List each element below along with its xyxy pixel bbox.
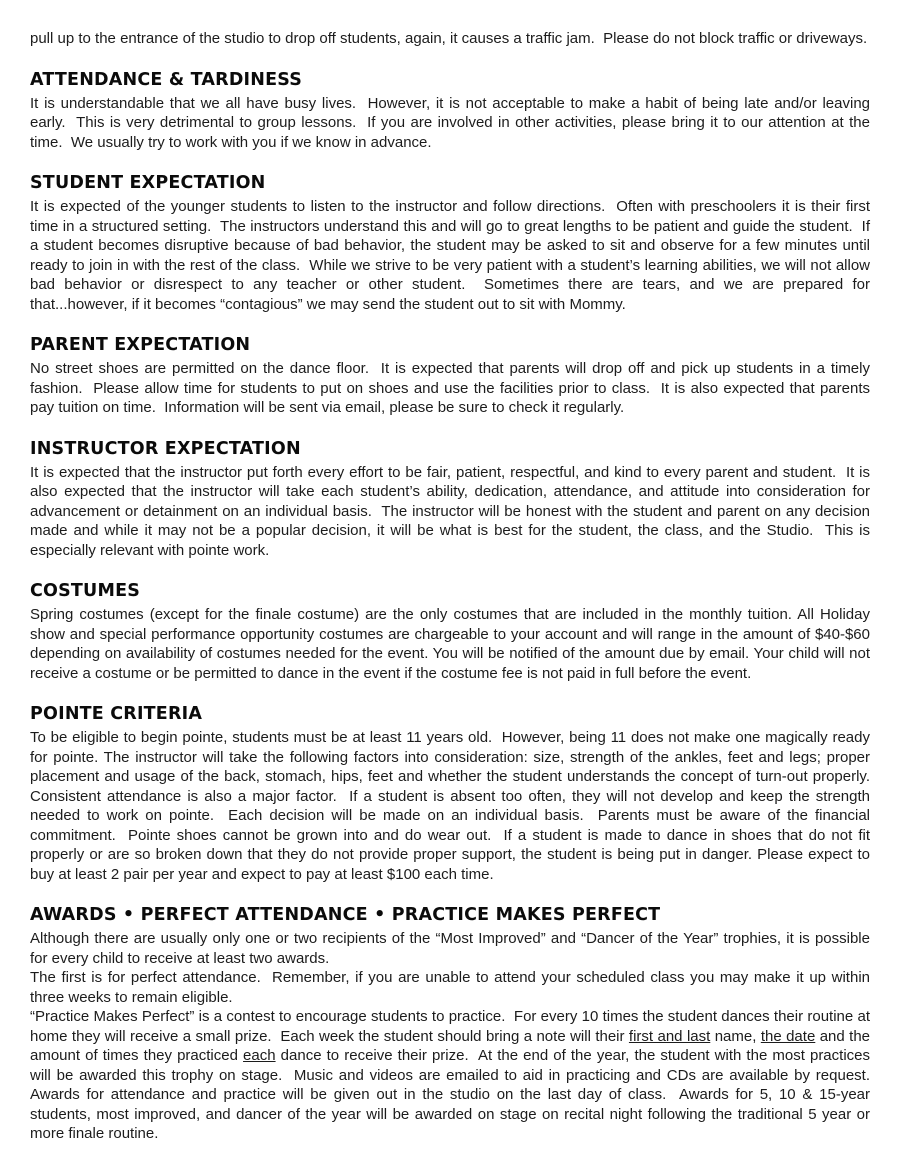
section-parent-expectation — [30, 335, 875, 418]
paragraph: “Practice Makes Perfect” is a contest to encourage students to practice. For every 10 times the student dances their routine at home they will receive a small prize. Each week the student should bring a note will their first and last name, the date and the amount of times they practiced each dance to receive their prize. At the end of the year, the student with the most practices will be awarded this trophy on stage. Music and videos are emailed to aid in practicing and CDs are available by request. Awards for attendance and practice will be given out in the studio on the last day of class. Awards for 5, 10 & 15-year students, most improved, and dancer of the year will be awarded on stage on recital night following the traditional 5 year or more finale routine. — [30, 1008, 883, 1142]
section-pointe-criteria — [30, 704, 879, 884]
paragraph: It is understandable that we all have busy lives. However, it is not acceptable to make a habit of being late and/or leaving early. This is very detrimental to group lessons. If you are involved in other activities, please bring it to our attention at the time. We usually try to work with you if we know in advance. — [30, 94, 875, 151]
section-instructor-expectation — [30, 438, 875, 561]
underlined-text: first and last — [628, 1027, 711, 1045]
paragraph: No street shoes are permitted on the dance floor. It is expected that parents will drop off and pick up students in a timely fashion. Please allow time for students to put on shoes and use the facilities prior to class. It is also expected that parents pay tuition on time. Information will be sent via email, please be sure to check it regularly. — [30, 360, 875, 416]
paragraph: pull up to the entrance of the studio to drop off students, again, it causes a traffic jam. Please do not block traffic or driveways. — [30, 30, 868, 47]
paragraph: Although there are usually only one or two recipients of the “Most Improved” and “Dancer of the Year” trophies, it is possible for every child to receive at least two awards. — [30, 930, 875, 967]
section-heading: STUDENT EXPECTATION — [30, 173, 266, 193]
document-content — [30, 29, 883, 1144]
section-heading: POINTE CRITERIA — [30, 704, 203, 724]
paragraph: Spring costumes (except for the finale costume) are the only costumes that are included in the monthly tuition. All Holiday show and special performance opportunity costumes are chargeable to your account and will range in the amount of $40-$60 depending on availability of costumes needed for the event. You will be notified of the amount due by email. Your child will not receive a costume or be permitted to dance in the event if the costume fee is not paid in full before the event. — [30, 606, 875, 682]
section-heading: COSTUMES — [30, 581, 141, 601]
paragraph: It is expected that the instructor put forth every effort to be fair, patient, respectful, and kind to every parent and student. It is also expected that the instructor will take each student’s ability, dedication, attendance, and attitude into consideration for advancement or detainment on an individual basis. The instructor will be honest with the student and parent on any decision made and while it may not be a popular decision, it will be what is best for the student, the class, and the Studio. This is especially relevant with pointe work. — [30, 463, 875, 559]
underlined-text: the date — [760, 1027, 816, 1045]
paragraph: It is expected of the younger students to listen to the instructor and follow directions. Often with preschoolers it is their first time in a structured setting. The instructors understand this and will go to great lengths to be patient and guide the student. If a student becomes disruptive because of bad behavior, the student may be asked to sit and observe for a few minutes until ready to join in with the rest of the class. While we strive to be very patient with a student’s learning abilities, we will not allow bad behavior or disrespect to any teacher or other student. Sometimes there are tears, and we are prepared for that...however, if it becomes “contagious” we may send the student out to sit with Mommy. — [30, 198, 875, 313]
section-awards — [30, 905, 883, 1144]
section-intro-continuation — [30, 29, 870, 49]
section-costumes — [30, 581, 875, 683]
section-heading: INSTRUCTOR EXPECTATION — [30, 438, 301, 459]
paragraph: The first is for perfect attendance. Remember, if you are unable to attend your scheduled class you may make it up within three weeks to remain eligible. — [30, 969, 875, 1006]
section-heading: ATTENDANCE & TARDINESS — [30, 69, 303, 90]
section-heading: AWARDS • PERFECT ATTENDANCE • PRACTICE MAKES PERFECT — [30, 905, 661, 925]
section-student-expectation — [30, 173, 875, 314]
underlined-text: each — [243, 1047, 276, 1064]
section-attendance-tardiness — [30, 69, 875, 153]
section-heading: PARENT EXPECTATION — [30, 335, 251, 355]
paragraph: To be eligible to begin pointe, students must be at least 11 years old. However, being 11 does not make one magically ready for pointe. The instructor will take the following factors into consideration: size, strength of the ankles, feet and legs; proper placement and usage of the back, stomach, hips, feet and whether the student understands the concept of turn-out properly. Consistent attendance is also a major factor. If a student is absent too often, they will not develop and keep the strength needed to work on pointe. Each decision will be made on an individual basis. Parents must be aware of the financial commitment. Pointe shoes cannot be grown into and do wear out. If a student is made to dance in shoes that do not fit properly or are so broken down that they do not provide proper support, the student is being put in danger. Please expect to buy at least 2 pair per year and expect to pay at least $100 each time. — [30, 729, 879, 883]
